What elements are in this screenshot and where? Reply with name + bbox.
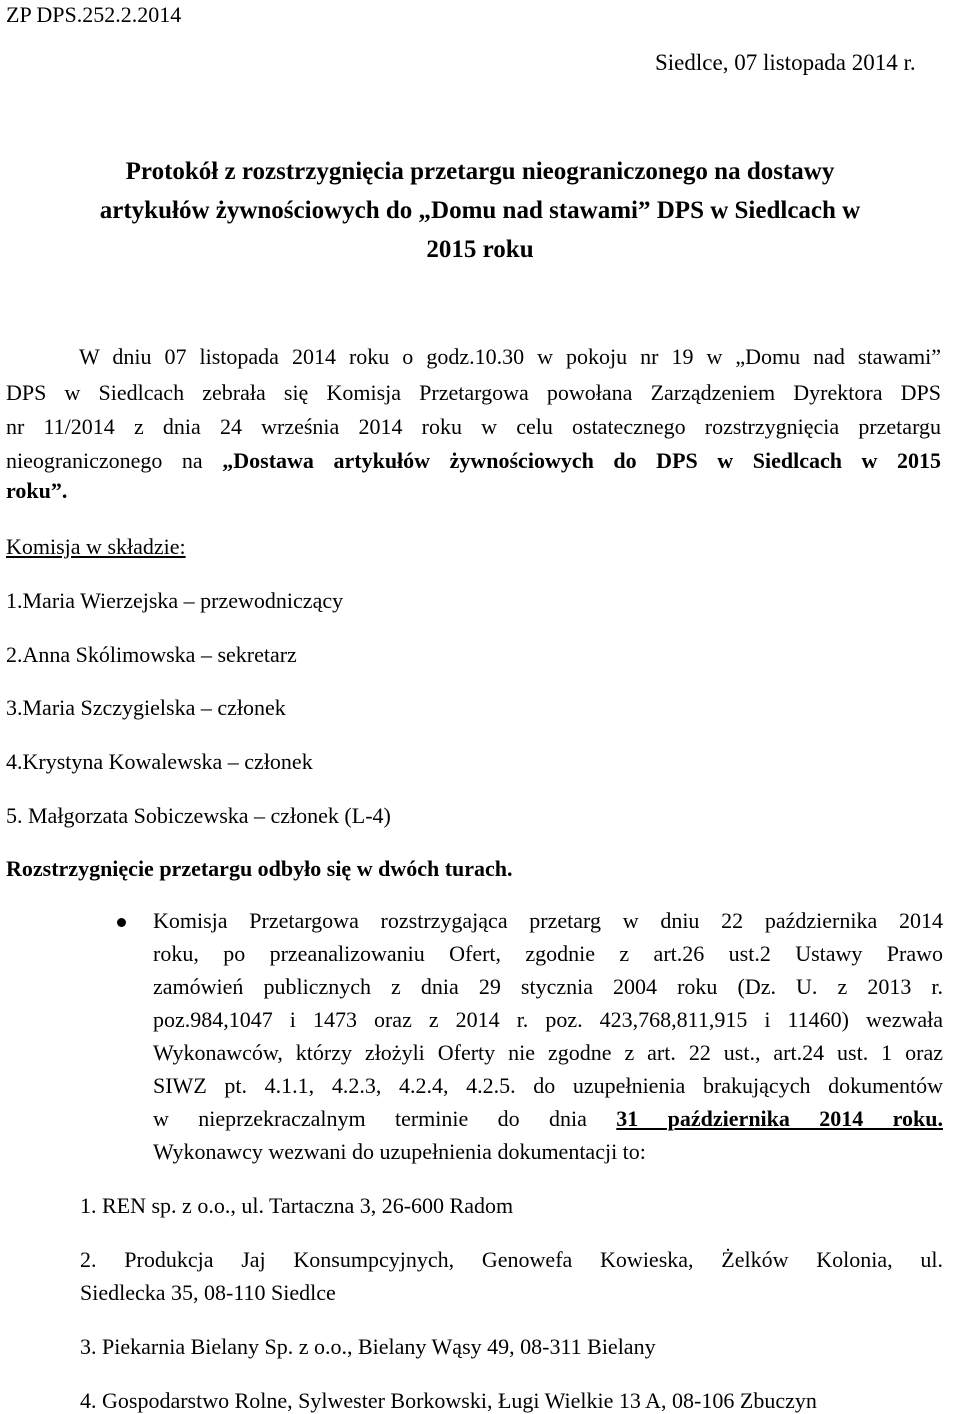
document-title-line-2: artykułów żywnościowych do „Domu nad stawami” DPS w Siedlcach w — [99, 197, 861, 224]
intro-line-2: DPS w Siedlcach zebrała się Komisja Przetargowa powołana Zarządzeniem Dyrektora DPS — [6, 380, 941, 405]
committee-heading: Komisja w składzie: — [6, 534, 186, 559]
place-and-date: Siedlce, 07 listopada 2014 r. — [655, 50, 916, 75]
committee-member: 2.Anna Skólimowska – sekretarz — [6, 642, 297, 667]
contractor-item-line-1: 2. Produkcja Jaj Konsumpcyjnych, Genowefa Kowieska, Żelków Kolonia, ul. — [80, 1247, 943, 1272]
deadline-date: 31 października 2014 roku. — [616, 1106, 943, 1131]
bullet-icon — [117, 918, 126, 927]
document-reference: ZP DPS.252.2.2014 — [6, 2, 182, 27]
tender-name-bold: „Dostawa artykułów żywnościowych do DPS w Siedlcach w 2015 — [222, 448, 941, 473]
committee-member: 5. Małgorzata Sobiczewska – członek (L-4) — [6, 803, 391, 828]
committee-member: 3.Maria Szczygielska – członek — [6, 695, 286, 720]
intro-line-1: W dniu 07 listopada 2014 roku o godz.10.30 w pokoju nr 19 w „Domu nad stawami” — [79, 344, 941, 369]
bullet-line-3: zamówień publicznych z dnia 29 stycznia 2004 roku (Dz. U. z 2013 r. — [153, 974, 943, 999]
bullet-line-4: poz.984,1047 i 1473 oraz z 2014 r. poz. 423,768,811,915 i 11460) wezwała — [153, 1007, 943, 1032]
contractor-item: 1. REN sp. z o.o., ul. Tartaczna 3, 26-600 Radom — [80, 1193, 514, 1218]
contractor-item-line-2: Siedlecka 35, 08-110 Siedlce — [80, 1280, 336, 1305]
bullet-line-8: Wykonawcy wezwani do uzupełnienia dokumentacji to: — [153, 1139, 646, 1164]
intro-line-5: roku”. — [6, 478, 68, 503]
contractor-item: 3. Piekarnia Bielany Sp. z o.o., Bielany Wąsy 49, 08-311 Bielany — [80, 1334, 656, 1359]
contractor-item: 4. Gospodarstwo Rolne, Sylwester Borkowski, Ługi Wielkie 13 A, 08-106 Zbuczyn — [80, 1388, 817, 1413]
committee-member: 4.Krystyna Kowalewska – członek — [6, 749, 313, 774]
intro-line-3: nr 11/2014 z dnia 24 września 2014 roku w celu ostatecznego rozstrzygnięcia przetargu — [6, 414, 941, 439]
bullet-line-7-plain: w nieprzekraczalnym terminie do dnia — [153, 1106, 617, 1131]
bullet-line-1: Komisja Przetargowa rozstrzygająca przetarg w dniu 22 października 2014 — [153, 908, 943, 933]
intro-line-4-plain: nieograniczonego na — [6, 448, 223, 473]
intro-line-4 — [6, 444, 941, 478]
bullet-line-7 — [153, 1106, 943, 1132]
committee-member: 1.Maria Wierzejska – przewodniczący — [6, 588, 344, 613]
bullet-line-5: Wykonawców, którzy złożyli Oferty nie zgodne z art. 22 ust., art.24 ust. 1 oraz — [153, 1040, 943, 1065]
document-title-line-1: Protokół z rozstrzygnięcia przetargu nieograniczonego na dostawy — [125, 158, 835, 185]
bullet-line-6: SIWZ pt. 4.1.1, 4.2.3, 4.2.4, 4.2.5. do uzupełnienia brakujących dokumentów — [153, 1073, 943, 1098]
document-title-line-3: 2015 roku — [426, 236, 534, 263]
bullet-line-2: roku, po przeanalizowaniu Ofert, zgodnie z art.26 ust.2 Ustawy Prawo — [153, 941, 943, 966]
resolution-heading: Rozstrzygnięcie przetargu odbyło się w dwóch turach. — [6, 856, 513, 881]
